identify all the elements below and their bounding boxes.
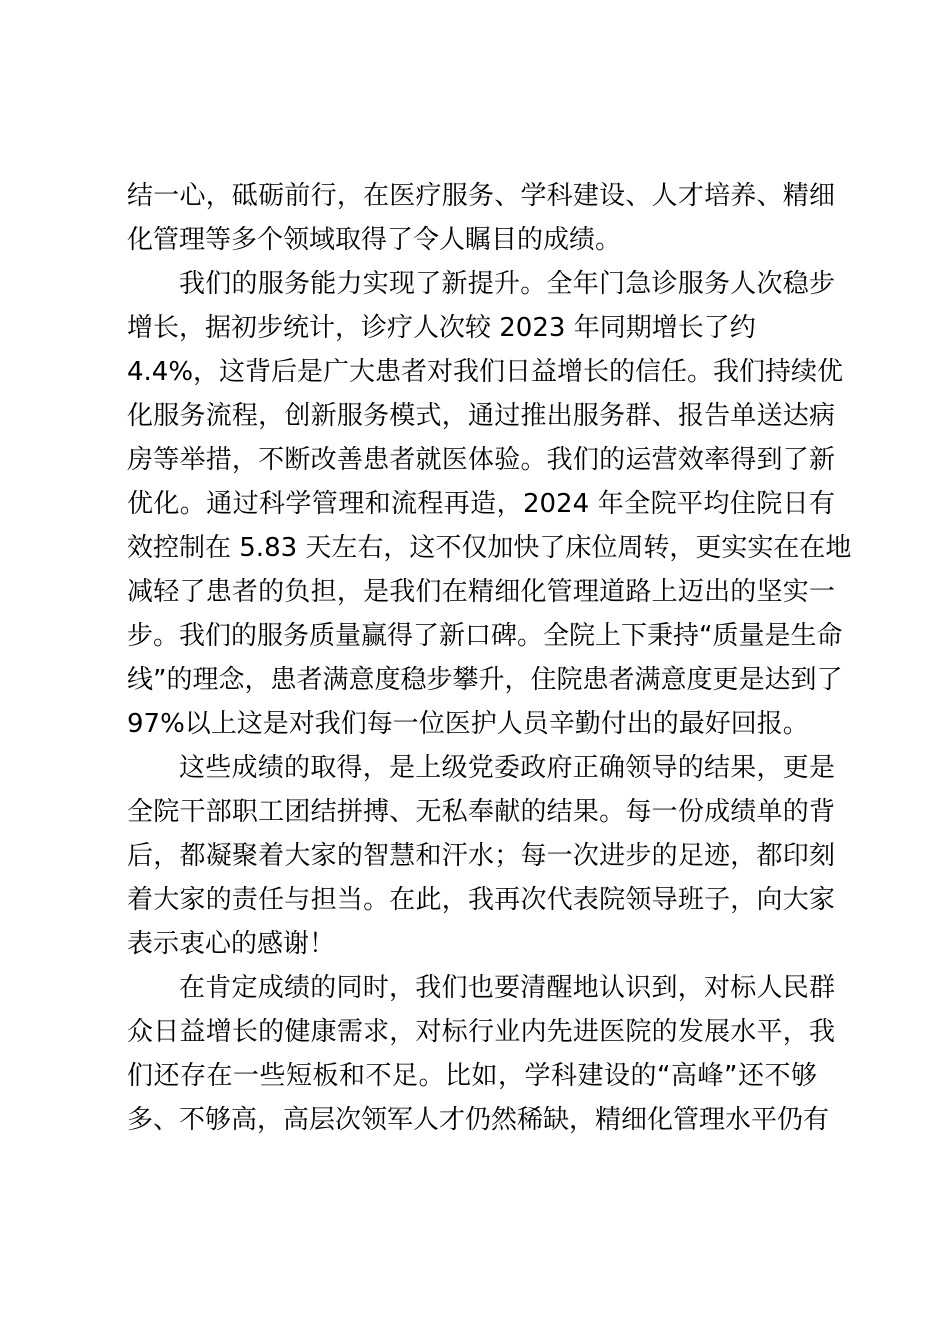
text-line-9: 效控制在 5.83 天左右，这不仅加快了床位周转，更实实在在地 [127, 533, 852, 563]
text-line-8: 优化。通过科学管理和流程再造，2024 年全院平均住院日有 [127, 489, 835, 519]
text-line-22: 多、不够高，高层次领军人才仍然稀缺，精细化管理水平仍有 [127, 1105, 830, 1135]
text-line-1: 结一心，砥砺前行，在医疗服务、学科建设、人才培养、精细 [127, 181, 835, 211]
text-line-13: 97%以上这是对我们每一位医护人员辛勤付出的最好回报。 [127, 709, 809, 739]
paragraph-3-line-1: 这些成绩的取得，是上级党委政府正确领导的结果，更是 [179, 753, 835, 783]
text-line-10: 减轻了患者的负担，是我们在精细化管理道路上迈出的坚实一 [127, 577, 835, 607]
text-line-5: 4.4%，这背后是广大患者对我们日益增长的信任。我们持续优 [127, 357, 844, 387]
text-line-11: 步。我们的服务质量赢得了新口碑。全院上下秉持“质量是生命 [127, 621, 843, 651]
text-line-12: 线”的理念，患者满意度稳步攀升，住院患者满意度更是达到了 [127, 665, 843, 695]
text-line-4: 增长，据初步统计，诊疗人次较 2023 年同期增长了约 [127, 313, 756, 343]
text-line-17: 着大家的责任与担当。在此，我再次代表院领导班子，向大家 [127, 885, 835, 915]
text-line-7: 房等举措，不断改善患者就医体验。我们的运营效率得到了新 [127, 445, 835, 475]
paragraph-2-line-1: 我们的服务能力实现了新提升。全年门急诊服务人次稳步 [179, 269, 835, 299]
text-line-20: 众日益增长的健康需求，对标行业内先进医院的发展水平，我 [127, 1017, 835, 1047]
text-line-21: 们还存在一些短板和不足。比如，学科建设的“高峰”还不够 [127, 1061, 817, 1091]
text-line-6: 化服务流程，创新服务模式，通过推出服务群、报告单送达病 [127, 401, 835, 431]
text-line-15: 全院干部职工团结拼搏、无私奉献的结果。每一份成绩单的背 [127, 797, 835, 827]
paragraph-4-line-1: 在肯定成绩的同时，我们也要清醒地认识到，对标人民群 [179, 973, 835, 1003]
text-line-16: 后，都凝聚着大家的智慧和汗水；每一次进步的足迹，都印刻 [127, 841, 835, 871]
text-line-2: 化管理等多个领域取得了令人瞩目的成绩。 [127, 225, 622, 255]
text-line-18: 表示衷心的感谢！ [127, 929, 336, 959]
